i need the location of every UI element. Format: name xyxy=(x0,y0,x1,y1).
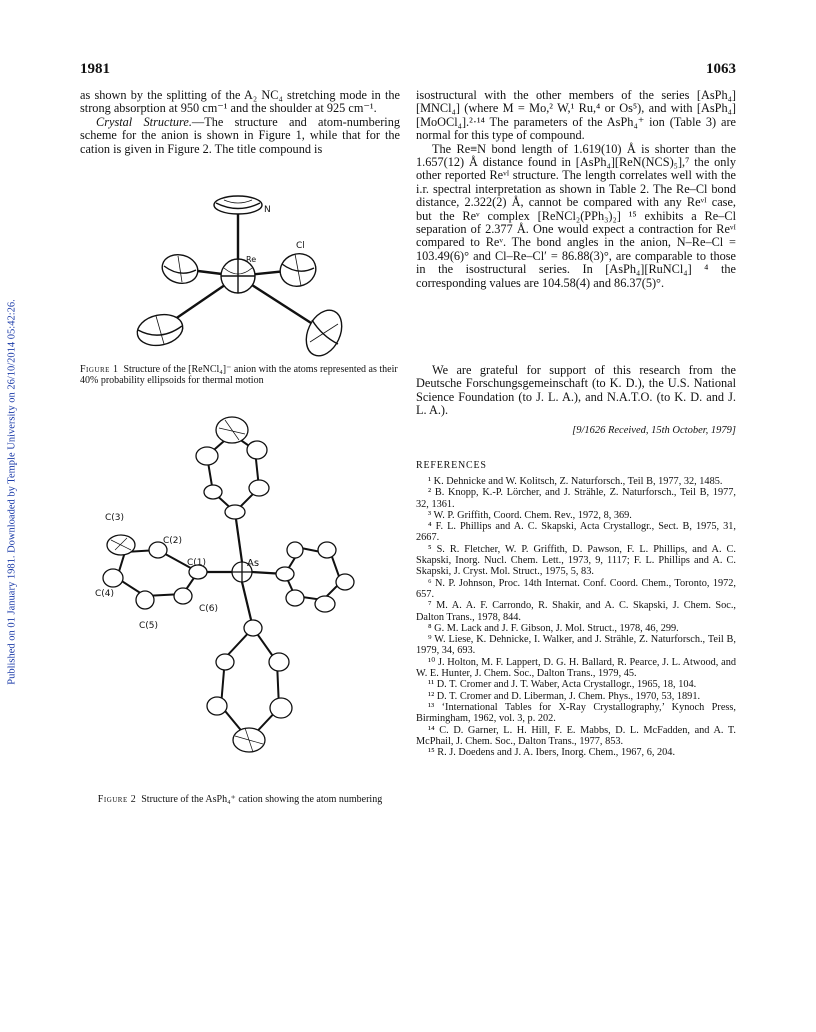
re-atom-ellipsoid xyxy=(221,259,255,293)
re-label: Re xyxy=(246,255,257,264)
acknowledgement-text: We are grateful for support of this research from the Deutsche Forschungsgemeinschaft (to K. D.), the U.S. National Science Foundation (to J. L. A.), and N.A.T.O. (to K. D. and J. L. A.). xyxy=(416,363,736,418)
figure-1-svg xyxy=(120,180,360,370)
reference-item: ¹⁰ J. Holton, M. F. Lappert, D. G. H. Ballard, R. Pearce, J. L. Atwood, and W. E. Hunter, J. Chem. Soc., Dalton Trans., 1979, 45. xyxy=(416,656,736,680)
figure-1-anion-diagram xyxy=(120,180,360,370)
c4-label: C(4) xyxy=(95,589,115,599)
cl-atom-ellipsoid-lower-right xyxy=(299,304,348,361)
figure-1-caption-text: Structure of the [ReNCl₄]⁻ anion with the atoms represented as their 40% probability ellipsoids for thermal motion xyxy=(80,364,398,386)
lower-phenyl-ring xyxy=(207,620,292,752)
cl-atom-ellipsoid-right xyxy=(276,249,321,291)
left-phenyl-ring xyxy=(103,535,207,609)
figure-1-caption xyxy=(80,364,400,386)
left-paragraph-1: as shown by the splitting of the A₂ NC₄ stretching mode in the strong absorption at 950 cm⁻¹ and the shoulder at 925 cm⁻¹. xyxy=(80,88,400,116)
download-notice xyxy=(2,232,22,752)
reference-item: ² B. Knopp, K.-P. Lörcher, and J. Strähle, Z. Naturforsch., Teil B, 1977, 32, 1361. xyxy=(416,487,736,510)
figure-2-cation-diagram xyxy=(95,400,405,790)
download-notice-text[interactable]: Published on 01 January 1981. Downloaded by Temple University on 26/10/2014 05:42:26. xyxy=(6,299,18,685)
n-atom-ellipsoid xyxy=(214,196,262,214)
as-label: As xyxy=(247,558,260,569)
figure-1-caption-label: Figure 1 xyxy=(80,364,119,375)
reference-item: ¹¹ D. T. Cromer and J. T. Waber, Acta Crystallogr., 1965, 18, 104. xyxy=(428,679,697,691)
acknowledgement xyxy=(416,364,736,418)
c1-label: C(1) xyxy=(187,558,207,568)
reference-item: ¹ K. Dehnicke and W. Kolitsch, Z. Naturforsch., Teil B, 1977, 32, 1485. xyxy=(428,476,723,487)
cl-label: Cl xyxy=(296,241,305,251)
left-paragraph-2 xyxy=(80,116,400,156)
reference-item: ¹² D. T. Cromer and D. Liberman, J. Chem. Phys., 1970, 53, 1891. xyxy=(428,690,701,702)
c2-label: C(2) xyxy=(163,536,183,546)
right-phenyl-ring xyxy=(276,542,354,612)
year-header: 1981 xyxy=(80,61,110,77)
right-paragraph-2: The Re≡N bond length of 1.619(10) Å is shorter than the 1.657(12) Å distance found in [AsPh₄][ReN(NCS)₅],⁷ the only other reported Reᵛᴵ structure. The length correlates well with the i.r. spectral interpretation as shown in Table 2. The Re–Cl bond distance, 2.322(2) Å, cannot be compared with any Reᵛᴵ case, but the Reᵛ complex [ReNCl₂(PPh₃)₂] ¹⁵ exhibits a Re–Cl separation of 2.377 Å. One would expect a contraction for Reᵛᴵ compared to Reᵛ. The bond angles in the anion, N–Re–Cl = 103.49(6)° and Cl–Re–Cl′ = 86.88(3)°, are comparable to those in the isostructural series. In [AsPh₄][RuNCl₄] ⁴ the corresponding values are 104.58(4) and 86.37(5)°. xyxy=(416,141,736,290)
crystal-structure-heading: Crystal Structure. xyxy=(96,114,192,129)
left-column-text xyxy=(80,89,400,156)
right-paragraph-1: isostructural with the other members of the series [AsPh₄][MNCl₄] (where M = Mo,² W,¹ Ru,⁴ or Os⁵), and with [AsPh₄][MoOCl₄].²·¹⁴ The parameters of the AsPh₄⁺ ion (Table 3) are normal for this type of compound. xyxy=(416,88,736,143)
reference-item: ⁶ N. P. Johnson, Proc. 14th Internat. Conf. Coord. Chem., Toronto, 1972, 657. xyxy=(416,577,736,600)
references-list xyxy=(416,476,736,758)
reference-item: ⁷ M. A. A. F. Carrondo, R. Shakir, and A. C. Skapski, J. Chem. Soc., Dalton Trans., 1978, 844. xyxy=(416,600,736,623)
figure-2-caption-label: Figure 2 xyxy=(97,794,137,805)
c6-label: C(6) xyxy=(199,604,219,614)
cl-atom-ellipsoid-left xyxy=(159,251,201,287)
figure-2-caption xyxy=(80,794,400,805)
c3-label: C(3) xyxy=(105,513,125,523)
reference-item: ¹⁴ C. D. Garner, L. H. Hill, F. E. Mabbs, D. L. McFadden, and A. T. McPhail, J. Chem. Soc., Dalton Trans., 1977, 853. xyxy=(416,724,736,747)
figure-2-caption-text: Structure of the AsPh₄⁺ cation showing the atom numbering xyxy=(141,794,383,805)
received-text: [9/1626 Received, 15th October, 1979] xyxy=(572,425,736,436)
references-title: REFERENCES xyxy=(416,460,487,471)
page-number: 1063 xyxy=(706,61,736,77)
reference-item: ³ W. P. Griffith, Coord. Chem. Rev., 1972, 8, 369. xyxy=(428,509,632,521)
right-column-text xyxy=(416,89,736,290)
reference-item: ¹⁵ R. J. Doedens and J. A. Ibers, Inorg. Chem., 1967, 6, 204. xyxy=(428,747,676,759)
n-label: N xyxy=(264,205,271,215)
reference-item: ⁵ S. R. Fletcher, W. P. Griffith, D. Pawson, F. L. Phillips, and A. C. Skapski, Inorg. Nucl. Chem. Lett., 1973, 9, 1117; F. L. Phillips and A. C. Skapski, J. Cryst. Mol. Struct., 1975, 5, 83. xyxy=(416,543,736,578)
reference-item: ⁹ W. Liese, K. Dehnicke, I. Walker, and J. Strähle, Z. Naturforsch., Teil B, 1979, 34, 693. xyxy=(416,634,736,657)
upper-phenyl-ring xyxy=(196,417,269,519)
reference-item: ¹³ ‘International Tables for X-Ray Crystallography,’ Kynoch Press, Birmingham, 1962, vol. 3, p. 202. xyxy=(416,701,736,725)
crystal-structure-text: —The structure and atom-numbering scheme for the anion is shown in Figure 1, while that for the cation is given in Figure 2. The title compound is xyxy=(80,114,401,156)
reference-item: ⁸ G. M. Lack and J. F. Gibson, J. Mol. Struct., 1978, 46, 299. xyxy=(428,622,679,634)
received-note xyxy=(416,425,736,436)
c5-label: C(5) xyxy=(139,621,159,631)
reference-item: ⁴ F. L. Phillips and A. C. Skapski, Acta Crystallogr., Sect. B, 1975, 31, 2667. xyxy=(416,521,736,544)
figure-2-svg xyxy=(95,400,405,790)
